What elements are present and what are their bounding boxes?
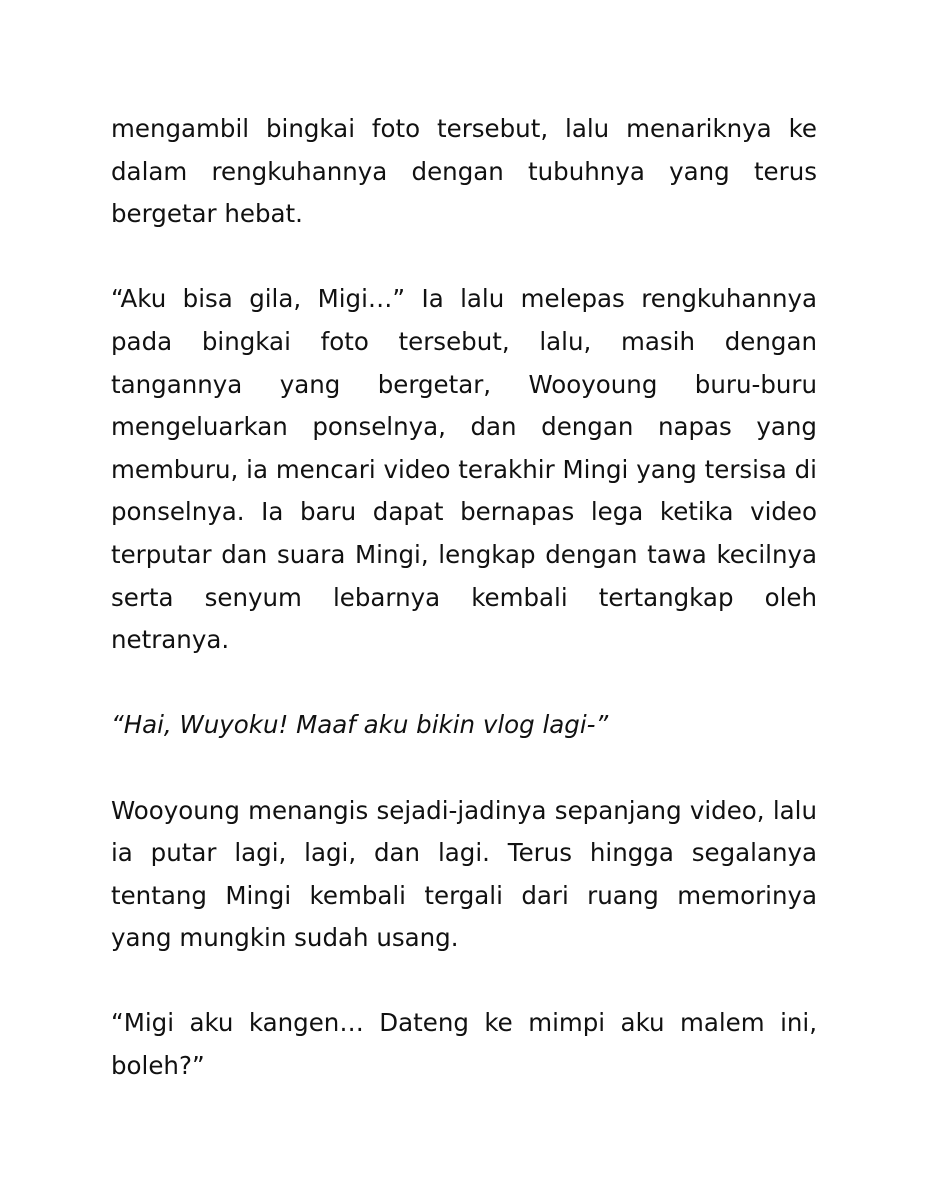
- paragraph-3-dialogue: “Hai, Wuyoku! Maaf aku bikin vlog lagi-”: [111, 710, 609, 740]
- story-page: [111, 108, 817, 1130]
- paragraph-2: “Aku bisa gila, Migi…” Ia lalu melepas rengkuhannya pada bingkai foto tersebut, lalu, masih dengan tangannya yang bergetar, Wooyoung buru-buru mengeluarkan ponselnya, dan dengan napas yang memburu, ia mencari video terakhir Mingi yang tersisa di ponselnya. Ia baru dapat bernapas lega ketika video terputar dan suara Mingi, lengkap dengan tawa kecilnya serta senyum lebarnya kembali tertangkap oleh netranya.: [111, 284, 817, 655]
- paragraph-1: mengambil bingkai foto tersebut, lalu menariknya ke dalam rengkuhannya dengan tubuhnya yang terus bergetar hebat.: [111, 114, 817, 229]
- paragraph-4: Wooyoung menangis sejadi-jadinya sepanjang video, lalu ia putar lagi, lagi, dan lagi. Terus hingga segalanya tentang Mingi kembali tergali dari ruang memorinya yang mungkin sudah usang.: [111, 795, 817, 953]
- paragraph-5-dialogue: “Migi aku kangen… Dateng ke mimpi aku malem ini, boleh?”: [111, 1008, 817, 1081]
